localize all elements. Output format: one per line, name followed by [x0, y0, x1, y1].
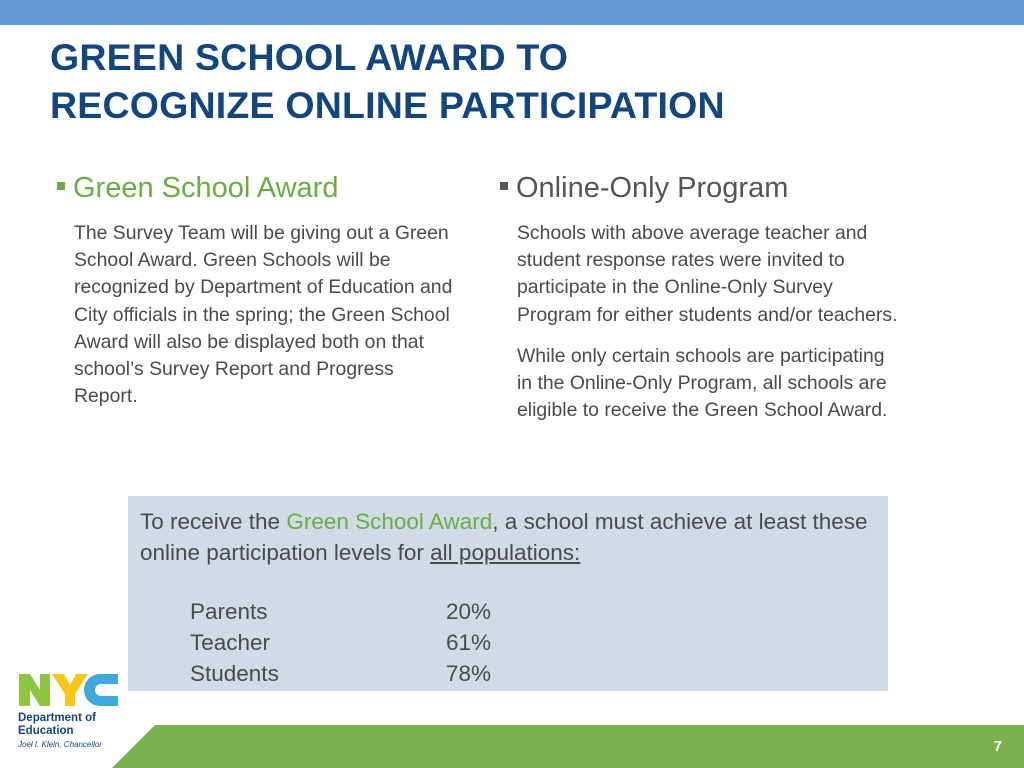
square-bullet-icon: [500, 177, 508, 185]
intro-award-name: Green School Award: [286, 509, 493, 534]
left-paragraph: The Survey Team will be giving out a Green School Award. Green Schools will be recognized by Department of Education and City officials in the spring; the Green School Award will also be displayed both on that school’s Survey Report and Progress Report.: [74, 222, 453, 408]
right-heading-label: Online-Only Program: [516, 172, 789, 204]
top-accent-bar: [0, 0, 1024, 25]
level-population: Teacher: [190, 630, 271, 655]
intro-all-populations: all populations:: [430, 540, 581, 565]
left-column: [57, 168, 457, 410]
right-paragraph-2: While only certain schools are participating in the Online-Only Program, all schools are eligible to receive the Green School Award.: [517, 344, 888, 422]
level-rate: 20%: [446, 599, 492, 624]
page-number: 7: [993, 738, 1002, 755]
footer-green-bar: [0, 725, 1024, 768]
level-row: [190, 658, 491, 689]
requirements-intro: [140, 506, 876, 568]
square-bullet-icon: [57, 177, 65, 185]
level-population: Students: [190, 661, 279, 686]
left-heading-label: Green School Award: [73, 172, 339, 204]
slide-title: [50, 33, 990, 129]
logo-line-1: Department of: [18, 712, 96, 724]
level-population: Parents: [190, 599, 268, 624]
nyc-logo-mark: [18, 672, 120, 708]
level-rate: 78%: [446, 661, 492, 686]
intro-text-start: To receive the: [140, 509, 287, 534]
title-line-2: RECOGNIZE ONLINE PARTICIPATION: [50, 84, 725, 126]
level-row: [190, 627, 491, 658]
participation-levels: [190, 596, 491, 689]
logo-line-2: Education: [18, 725, 74, 737]
level-row: [190, 596, 491, 627]
left-bullet-heading: [57, 168, 457, 208]
logo-chancellor: Joel I. Klein, Chancellor: [18, 740, 103, 749]
right-column: [500, 168, 900, 424]
right-paragraph-1: Schools with above average teacher and student response rates were invited to participate in the Online-Only Survey Program for either students and/or teachers.: [517, 222, 898, 326]
requirements-box: [128, 496, 888, 691]
right-bullet-heading: [500, 168, 900, 208]
title-line-1: GREEN SCHOOL AWARD TO: [50, 36, 569, 78]
level-rate: 61%: [446, 630, 492, 655]
intro-text-middle: , a school must achieve at least these online participation levels for: [140, 509, 868, 565]
